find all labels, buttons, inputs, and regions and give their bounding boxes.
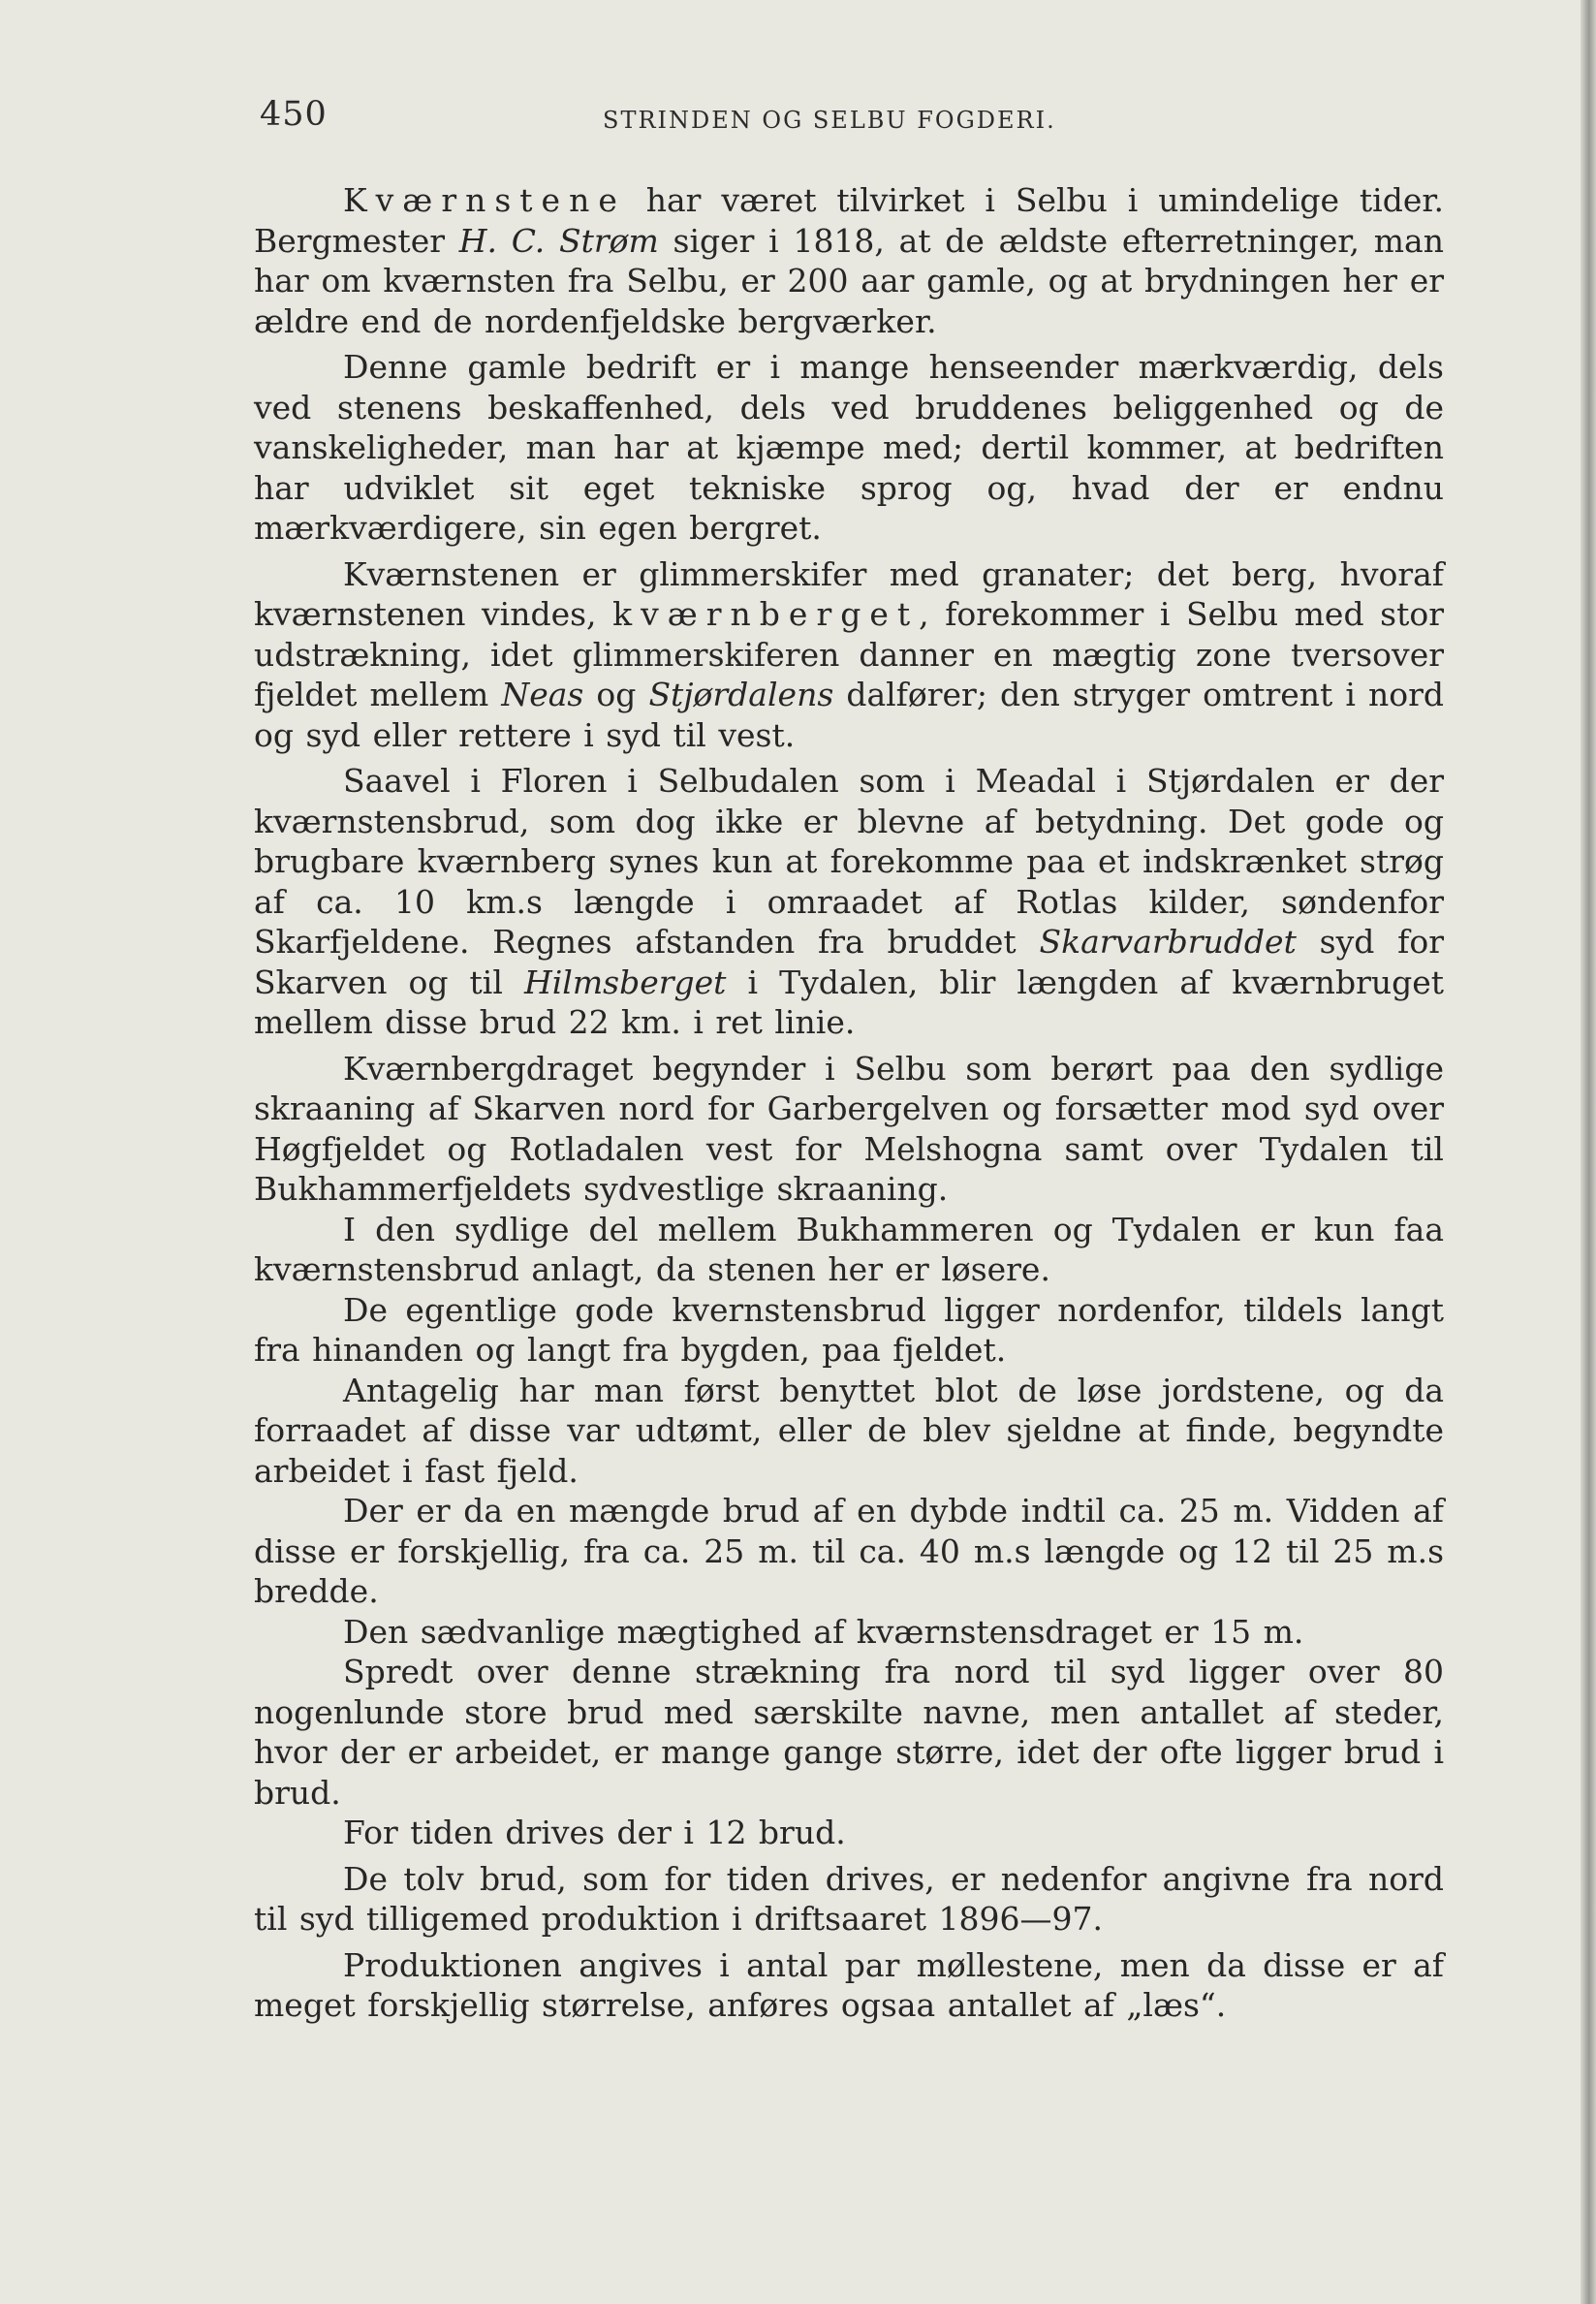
text-run: De egentlige gode kvernstensbrud ligger nordenfor, tildels langt fra hinanden og langt fra bygden, paa fjeldet. xyxy=(254,1290,1444,1369)
paragraph-kvaernstene xyxy=(254,180,1444,341)
italic-name: Stjørdalens xyxy=(648,676,834,713)
text-run: syd for Skarven og til xyxy=(254,923,1444,1001)
text-run: Kværnbergdraget begynder i Selbu som berørt paa den sydlige skraaning af Skarven nord for Garbergelven og forsætter mod syd over Høgfjeldet og Rotladalen vest for Melshogna samt over Tydalen til Bukhammerfjeldets sydvestlige skraaning. xyxy=(254,1049,1444,1208)
paragraph-dybde xyxy=(254,1491,1444,1612)
text-run: Antagelig har man først benyttet blot de løse jordstene, og da forraadet af disse var udtømt, eller de blev sjeldne at finde, begyndte arbeidet i fast fjeld. xyxy=(254,1371,1444,1490)
text-run: dalfører; den stryger omtrent i nord og syd eller rettere i syd til vest. xyxy=(254,676,1444,754)
text-run: og xyxy=(583,676,649,713)
page-edge-shadow xyxy=(1580,0,1596,2304)
paragraph-bedrift xyxy=(254,347,1444,549)
paragraph-tolv-brud-count xyxy=(254,1813,1444,1853)
italic-name: Neas xyxy=(501,676,584,713)
paragraph-egentlige-brud xyxy=(254,1290,1444,1371)
spaced-term: Kværnstene xyxy=(343,181,626,219)
paragraph-produktion xyxy=(254,1945,1444,2026)
text-run: har været tilvirket i Selbu i umindelige tider. Bergmester xyxy=(254,181,1444,260)
page-header xyxy=(260,95,1423,142)
text-run: I den sydlige del mellem Bukhammeren og Tydalen er kun faa kværnstensbrud anlagt, da stenen her er løsere. xyxy=(254,1210,1444,1288)
italic-name: Skarvarbruddet xyxy=(1039,923,1297,961)
text-run: Den sædvanlige mægtighed af kværnstensdraget er 15 m. xyxy=(343,1612,1304,1651)
paragraph-driftsaaret xyxy=(254,1859,1444,1940)
paragraph-floren xyxy=(254,761,1444,1043)
page-number: 450 xyxy=(260,95,328,134)
text-run: De tolv brud, som for tiden drives, er nedenfor angivne fra nord til syd tilligemed produktion i driftsaaret 1896—97. xyxy=(254,1859,1444,1938)
text-run: Produktionen angives i antal par møllestene, men da disse er af meget forskjellig størrelse, anføres ogsaa antallet af „læs“. xyxy=(254,1945,1444,2024)
paragraph-kvaernbergdraget xyxy=(254,1049,1444,1210)
italic-name: H. C. Strøm xyxy=(458,221,659,260)
text-run: , forekommer i Selbu med stor udstrækning, idet glimmerskiferen danner en mægtig zone tversover fjeldet mellem xyxy=(254,595,1444,713)
text-run: Saavel i Floren i Selbudalen som i Meadal i Stjørdalen er der kværnstensbrud, som dog ikke er blevne af betydning. Det gode og brugbare kværnberg synes kun at forekomme paa et indskrænket strøg af ca. 10 km.s længde i omraadet af Rotlas kilder, søndenfor Skarfjeldene. Regnes afstanden fra bruddet xyxy=(254,762,1444,961)
body-text xyxy=(254,180,1444,2032)
paragraph-sydlige-del xyxy=(254,1210,1444,1290)
paragraph-spredt xyxy=(254,1652,1444,1813)
running-head: STRINDEN OG SELBU FOGDERI. xyxy=(603,107,1056,134)
text-run: Denne gamle bedrift er i mange henseender mærkværdig, dels ved stenens beskaffenhed, dels ved bruddenes beliggenhed og de vanskeligheder, man har at kjæmpe med; dertil kommer, at bedriften har udviklet sit eget tekniske sprog og, hvad der er endnu mærkværdigere, sin egen bergret. xyxy=(254,348,1444,547)
paragraph-maegtighed xyxy=(254,1612,1444,1653)
text-run: Der er da en mængde brud af en dybde indtil ca. 25 m. Vidden af disse er forskjellig, fra ca. 25 m. til ca. 40 m.s længde og 12 til 25 m.s bredde. xyxy=(254,1492,1444,1610)
text-run: Spredt over denne strækning fra nord til syd ligger over 80 nogenlunde store brud med særskilte navne, men antallet af steder, hvor der er arbeidet, er mange gange større, idet der ofte ligger brud i brud. xyxy=(254,1653,1444,1812)
paragraph-glimmerskifer xyxy=(254,554,1444,756)
italic-name: Hilmsberget xyxy=(523,963,727,1001)
spaced-term: kværnberget xyxy=(612,595,920,633)
paragraph-jordstene xyxy=(254,1371,1444,1492)
text-run: i Tydalen, blir længden af kværnbruget mellem disse brud 22 km. i ret linie. xyxy=(254,963,1445,1041)
text-run: siger i 1818, at de ældste efterretninger, man har om kværnsten fra Selbu, er 200 aar gamle, og at brydningen her er ældre end de nordenfjeldske bergværker. xyxy=(254,221,1444,340)
text-run: Kværnstenen er glimmerskifer med granater; det berg, hvoraf kværnstenen vindes, xyxy=(254,554,1444,633)
text-run: For tiden drives der i 12 brud. xyxy=(343,1814,846,1851)
